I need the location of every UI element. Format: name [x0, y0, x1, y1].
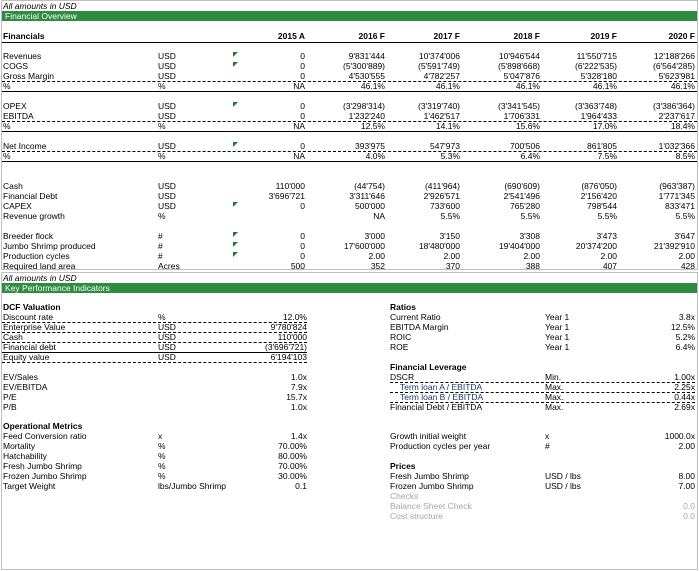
- dcf-label: Discount rate: [3, 312, 54, 322]
- fin-cell[interactable]: 0: [300, 61, 305, 71]
- dcf-unit: USD: [158, 322, 176, 332]
- multiple-value[interactable]: 7.9x: [290, 382, 307, 392]
- price-label: Frozen Jumbo Shrimp: [390, 481, 474, 491]
- ops-value[interactable]: 1.4x: [290, 431, 307, 441]
- fin-row-label: Financial Debt: [3, 191, 58, 201]
- fin-cell[interactable]: 8.5%: [675, 151, 695, 161]
- fin-cell[interactable]: 1'032'366: [658, 141, 695, 151]
- fin-row-unit: USD: [158, 51, 176, 61]
- fin-cell[interactable]: 0: [300, 141, 305, 151]
- ratio-label: Current Ratio: [390, 312, 441, 322]
- price-value[interactable]: 7.00: [678, 481, 695, 491]
- growth-label: Growth initial weight: [390, 431, 467, 441]
- dcf-unit: USD: [158, 342, 176, 352]
- fin-cell[interactable]: 0: [300, 111, 305, 121]
- fin-cell[interactable]: (44'754): [354, 181, 385, 191]
- fin-cell[interactable]: 110'000: [275, 181, 305, 191]
- fin-cell[interactable]: 0: [300, 201, 305, 211]
- fin-cell[interactable]: 5.5%: [520, 211, 540, 221]
- ops-unit: x: [158, 431, 163, 441]
- dcf-label: Financial debt: [3, 342, 56, 352]
- fin-cell[interactable]: 3'473: [596, 231, 617, 241]
- fin-row-label: COGS: [3, 61, 29, 71]
- dcf-title: DCF Valuation: [3, 302, 61, 312]
- fin-cell[interactable]: 2.00: [600, 251, 617, 261]
- fin-cell[interactable]: 700'506: [510, 141, 540, 151]
- fin-cell[interactable]: (411'964): [424, 181, 460, 191]
- fin-row-unit: USD: [158, 191, 176, 201]
- fin-cell[interactable]: 46.1%: [360, 81, 385, 91]
- multiple-label: EV/EBITDA: [3, 382, 48, 392]
- fin-row-label: Jumbo Shrimp produced: [3, 241, 96, 251]
- ratios-title: Ratios: [390, 302, 416, 312]
- price-unit: USD / lbs: [545, 471, 581, 481]
- fin-cell[interactable]: 833'471: [665, 201, 695, 211]
- fin-cell[interactable]: 2'156'420: [580, 191, 617, 201]
- ratio-unit: Year 1: [545, 342, 570, 352]
- ops-label: Frozen Jumbo Shrimp: [3, 471, 87, 481]
- fin-cell[interactable]: NA: [293, 151, 305, 161]
- fin-row-label: Cash: [3, 181, 23, 191]
- dcf-label: Cash: [3, 332, 23, 342]
- fin-cell[interactable]: 10'946'544: [498, 51, 540, 61]
- fin-row-label: OPEX: [3, 101, 27, 111]
- ratio-label: EBITDA Margin: [390, 322, 449, 332]
- price-value[interactable]: 8.00: [678, 471, 695, 481]
- fin-cell[interactable]: (876'050): [581, 181, 617, 191]
- fin-row-unit: #: [158, 231, 163, 241]
- ops-label: Hatchability: [3, 451, 47, 461]
- fin-cell[interactable]: NA: [293, 121, 305, 131]
- ops-label: Feed Conversion ratio: [3, 431, 87, 441]
- multiple-label: P/E: [3, 392, 17, 402]
- fin-cell[interactable]: 1'462'517: [423, 111, 460, 121]
- ratio-value[interactable]: 5.2%: [675, 332, 695, 342]
- fin-cell[interactable]: 5'623'981: [658, 71, 695, 81]
- year-header-5: 2020 F: [668, 31, 695, 41]
- fin-cell[interactable]: (6'222'535): [575, 61, 617, 71]
- panel-frame-bottom: [1, 272, 698, 570]
- fin-cell[interactable]: 3'150: [439, 231, 460, 241]
- fin-row-label: Required land area: [3, 261, 76, 271]
- fin-row-unit: #: [158, 251, 163, 261]
- fin-row-unit: #: [158, 241, 163, 251]
- fin-cell[interactable]: 5.5%: [440, 211, 460, 221]
- fin-cell[interactable]: 2'541'496: [503, 191, 540, 201]
- fin-cell[interactable]: 2.00: [523, 251, 540, 261]
- fin-row-unit: %: [158, 211, 166, 221]
- fin-cell[interactable]: 5'047'876: [503, 71, 540, 81]
- dcf-value[interactable]: 12.0%: [282, 312, 307, 322]
- leverage-value[interactable]: 1.00x: [674, 372, 695, 382]
- row-rule: [2, 91, 697, 92]
- fin-cell[interactable]: 407: [602, 261, 617, 271]
- fin-cell[interactable]: 6.4%: [520, 151, 540, 161]
- ratio-value[interactable]: 6.4%: [675, 342, 695, 352]
- ops-unit: %: [158, 461, 166, 471]
- price-label: Fresh Jumbo Shrimp: [390, 471, 469, 481]
- fin-cell[interactable]: 2.00: [443, 251, 460, 261]
- fin-cell[interactable]: (3'363'748): [575, 101, 617, 111]
- ratio-unit: Year 1: [545, 312, 570, 322]
- ops-label: Target Weight: [3, 481, 56, 491]
- fin-cell[interactable]: 17.0%: [592, 121, 617, 131]
- fin-row-label: Breeder flock: [3, 231, 54, 241]
- ratio-value[interactable]: 12.5%: [670, 322, 695, 332]
- fin-cell[interactable]: (5'591'749): [418, 61, 460, 71]
- fin-cell[interactable]: (3'319'740): [418, 101, 460, 111]
- row-rule: [2, 161, 697, 162]
- fin-cell[interactable]: 500: [290, 261, 305, 271]
- check-label: Balance Sheet Check: [390, 501, 472, 511]
- ops-unit: %: [158, 471, 166, 481]
- fin-cell[interactable]: (963'387): [659, 181, 695, 191]
- fin-cell[interactable]: 18'480'000: [418, 241, 460, 251]
- ratio-unit: Year 1: [545, 332, 570, 342]
- ratio-value[interactable]: 3.8x: [678, 312, 695, 322]
- fin-cell[interactable]: 428: [680, 261, 695, 271]
- fin-cell[interactable]: 11'550'715: [576, 51, 617, 61]
- leverage-value[interactable]: 2.69x: [674, 402, 695, 412]
- ratio-unit: Year 1: [545, 322, 570, 332]
- fin-row-label: Revenues: [3, 51, 42, 61]
- leverage-label: Term loan A / EBITDA: [400, 382, 483, 392]
- fin-cell[interactable]: 500'000: [355, 201, 385, 211]
- fin-cell[interactable]: 2.00: [368, 251, 385, 261]
- growth-value[interactable]: 2.00: [678, 441, 695, 451]
- fin-cell[interactable]: 2.00: [678, 251, 695, 261]
- fin-cell[interactable]: 17'600'000: [343, 241, 385, 251]
- fin-cell[interactable]: 798'544: [587, 201, 617, 211]
- fin-cell[interactable]: 46.1%: [515, 81, 540, 91]
- ops-value[interactable]: 0.1: [295, 481, 307, 491]
- year-header-0: 2015 A: [277, 31, 305, 41]
- fin-cell[interactable]: 5'328'180: [580, 71, 617, 81]
- leverage-unit: Max.: [545, 382, 564, 392]
- leverage-unit: Min.: [545, 372, 562, 382]
- fin-cell[interactable]: 10'374'006: [418, 51, 460, 61]
- fin-row-unit: %: [158, 151, 166, 161]
- fin-row-label: Production cycles: [3, 251, 70, 261]
- fin-cell[interactable]: 7.5%: [597, 151, 617, 161]
- fin-row-unit: %: [158, 121, 166, 131]
- fin-cell[interactable]: NA: [373, 211, 385, 221]
- ops-value[interactable]: 70.00%: [278, 441, 307, 451]
- dcf-value[interactable]: 110'000: [277, 332, 307, 342]
- growth-unit: #: [545, 441, 550, 451]
- fin-cell[interactable]: 14.1%: [435, 121, 460, 131]
- dcf-unit: USD: [158, 332, 176, 342]
- leverage-label: Financial Debt / EBITDA: [390, 402, 483, 412]
- section-bar-kpi: Key Performance Indicators: [2, 283, 697, 293]
- fin-cell[interactable]: 4.0%: [365, 151, 385, 161]
- dcf-label: Enterprise Value: [3, 322, 66, 332]
- ops-unit: lbs/Jumbo Shrimp: [158, 481, 227, 491]
- fin-cell[interactable]: 15.6%: [515, 121, 540, 131]
- fin-cell[interactable]: 46.1%: [670, 81, 695, 91]
- dcf-value[interactable]: (3'696'721): [265, 342, 307, 352]
- fin-cell[interactable]: 1'706'331: [503, 111, 540, 121]
- fin-cell[interactable]: 1'232'240: [348, 111, 385, 121]
- fin-cell[interactable]: 12.5%: [360, 121, 385, 131]
- row-rule: [2, 131, 697, 132]
- fin-row-label: %: [3, 151, 11, 161]
- fin-cell[interactable]: 388: [525, 261, 540, 271]
- fin-cell[interactable]: (3'341'545): [498, 101, 540, 111]
- year-header-4: 2019 F: [590, 31, 617, 41]
- fin-cell[interactable]: 20'374'200: [575, 241, 617, 251]
- fin-row-unit: USD: [158, 101, 176, 111]
- multiple-value[interactable]: 1.0x: [290, 372, 307, 382]
- fin-cell[interactable]: (5'898'668): [498, 61, 540, 71]
- ratio-label: ROE: [390, 342, 409, 352]
- dcf-unit: %: [158, 312, 166, 322]
- fin-cell[interactable]: 861'805: [587, 141, 617, 151]
- fin-cell[interactable]: 0: [300, 231, 305, 241]
- fin-cell[interactable]: 3'311'646: [349, 191, 385, 201]
- multiple-label: P/B: [3, 402, 17, 412]
- ratio-label: ROIC: [390, 332, 412, 342]
- dcf-unit: USD: [158, 352, 176, 362]
- fin-cell[interactable]: 1'964'433: [580, 111, 617, 121]
- fin-cell[interactable]: (5'300'889): [343, 61, 385, 71]
- fin-cell[interactable]: 2'237'617: [658, 111, 695, 121]
- fin-row-label: %: [3, 121, 11, 131]
- leverage-value[interactable]: 0.44x: [674, 392, 695, 402]
- year-header-2: 2017 F: [433, 31, 460, 41]
- leverage-label: Term loan B / EBITDA: [400, 392, 484, 402]
- ops-label: Mortality: [3, 441, 36, 451]
- fin-row-unit: USD: [158, 71, 176, 81]
- fin-cell[interactable]: 3'000: [364, 231, 385, 241]
- fin-cell[interactable]: 2'926'571: [423, 191, 460, 201]
- fin-cell[interactable]: 18.4%: [670, 121, 695, 131]
- fin-cell[interactable]: 0: [300, 251, 305, 261]
- check-value[interactable]: 0.0: [683, 511, 695, 521]
- fin-cell[interactable]: 547'973: [430, 141, 460, 151]
- ops-title: Operational Metrics: [3, 421, 83, 431]
- fin-cell[interactable]: 3'647: [674, 231, 695, 241]
- fin-cell[interactable]: 5.3%: [440, 151, 460, 161]
- fin-row-unit: USD: [158, 181, 176, 191]
- header-underline: [2, 42, 697, 43]
- fin-row-label: Revenue growth: [3, 211, 65, 221]
- growth-value[interactable]: 1000.0x: [664, 431, 695, 441]
- fin-cell[interactable]: (3'386'364): [653, 101, 695, 111]
- fin-cell[interactable]: 765'280: [510, 201, 540, 211]
- ops-value[interactable]: 70.00%: [278, 461, 307, 471]
- fin-cell[interactable]: 19'404'000: [498, 241, 540, 251]
- fin-cell[interactable]: (3'298'314): [343, 101, 385, 111]
- fin-cell[interactable]: 3'696'721: [268, 191, 305, 201]
- fin-row-unit: USD: [158, 111, 176, 121]
- fin-cell[interactable]: 1'771'345: [658, 191, 695, 201]
- section-bar-financial-overview: Financial Overview: [2, 11, 697, 21]
- fin-cell[interactable]: 4'782'257: [423, 71, 460, 81]
- fin-cell[interactable]: 12'188'266: [653, 51, 695, 61]
- leverage-value[interactable]: 2.25x: [674, 382, 695, 392]
- fin-cell[interactable]: 5.5%: [675, 211, 695, 221]
- year-header-3: 2018 F: [513, 31, 540, 41]
- fin-row-unit: USD: [158, 201, 176, 211]
- fin-cell[interactable]: 3'308: [519, 231, 540, 241]
- price-unit: USD / lbs: [545, 481, 581, 491]
- multiple-label: EV/Sales: [3, 372, 38, 382]
- fin-row-unit: USD: [158, 61, 176, 71]
- checks-title: Checks: [390, 491, 419, 501]
- check-label: Cost structure: [390, 511, 443, 521]
- multiple-value[interactable]: 1.0x: [290, 402, 307, 412]
- fin-cell[interactable]: 46.1%: [435, 81, 460, 91]
- fin-cell[interactable]: 5.5%: [597, 211, 617, 221]
- dcf-value[interactable]: 9'780'824: [270, 322, 307, 332]
- fin-cell[interactable]: 0: [300, 101, 305, 111]
- fin-row-unit: USD: [158, 141, 176, 151]
- fin-cell[interactable]: 46.1%: [592, 81, 617, 91]
- leverage-title: Financial Leverage: [390, 362, 467, 372]
- fin-cell[interactable]: (690'609): [504, 181, 540, 191]
- leverage-label: DSCR: [390, 372, 415, 382]
- fin-cell[interactable]: 4'530'555: [348, 71, 385, 81]
- check-value[interactable]: 0.0: [683, 501, 695, 511]
- ops-label: Fresh Jumbo Shrimp: [3, 461, 82, 471]
- fin-cell[interactable]: 0: [300, 51, 305, 61]
- fin-row-label: %: [3, 81, 11, 91]
- fin-cell[interactable]: 733'600: [430, 201, 460, 211]
- fin-cell[interactable]: 352: [370, 261, 385, 271]
- growth-unit: x: [545, 431, 550, 441]
- ops-value[interactable]: 30.00%: [278, 471, 307, 481]
- ops-value[interactable]: 80.00%: [278, 451, 307, 461]
- dcf-rule: [2, 362, 307, 363]
- currency-note-top: All amounts in USD: [3, 1, 77, 11]
- fin-cell[interactable]: 9'831'444: [348, 51, 385, 61]
- fin-row-unit: %: [158, 81, 166, 91]
- fin-row-unit: Acres: [158, 261, 180, 271]
- leverage-unit: Max.: [545, 402, 564, 412]
- fin-cell[interactable]: NA: [293, 81, 305, 91]
- dcf-value[interactable]: 6'194'103: [270, 352, 307, 362]
- fin-row-label: EBITDA: [3, 111, 34, 121]
- dcf-label: Equity value: [3, 352, 50, 362]
- year-header-1: 2016 F: [358, 31, 385, 41]
- fin-cell[interactable]: 21'392'910: [653, 241, 695, 251]
- growth-label: Production cycles per year: [390, 441, 491, 451]
- multiple-value[interactable]: 15.7x: [286, 392, 307, 402]
- ops-unit: %: [158, 441, 166, 451]
- ops-unit: %: [158, 451, 166, 461]
- leverage-unit: Max.: [545, 392, 564, 402]
- fin-cell[interactable]: 370: [445, 261, 460, 271]
- financials-title: Financials: [3, 31, 45, 41]
- fin-cell[interactable]: 0: [300, 241, 305, 251]
- prices-title: Prices: [390, 461, 416, 471]
- fin-row-label: Gross Margin: [3, 71, 55, 81]
- currency-note-bottom: All amounts in USD: [3, 273, 77, 283]
- fin-cell[interactable]: (6'564'285): [653, 61, 695, 71]
- fin-cell[interactable]: 393'975: [355, 141, 385, 151]
- fin-cell[interactable]: 0: [300, 71, 305, 81]
- fin-row-label: Net Income: [3, 141, 47, 151]
- fin-row-label: CAPEX: [3, 201, 32, 211]
